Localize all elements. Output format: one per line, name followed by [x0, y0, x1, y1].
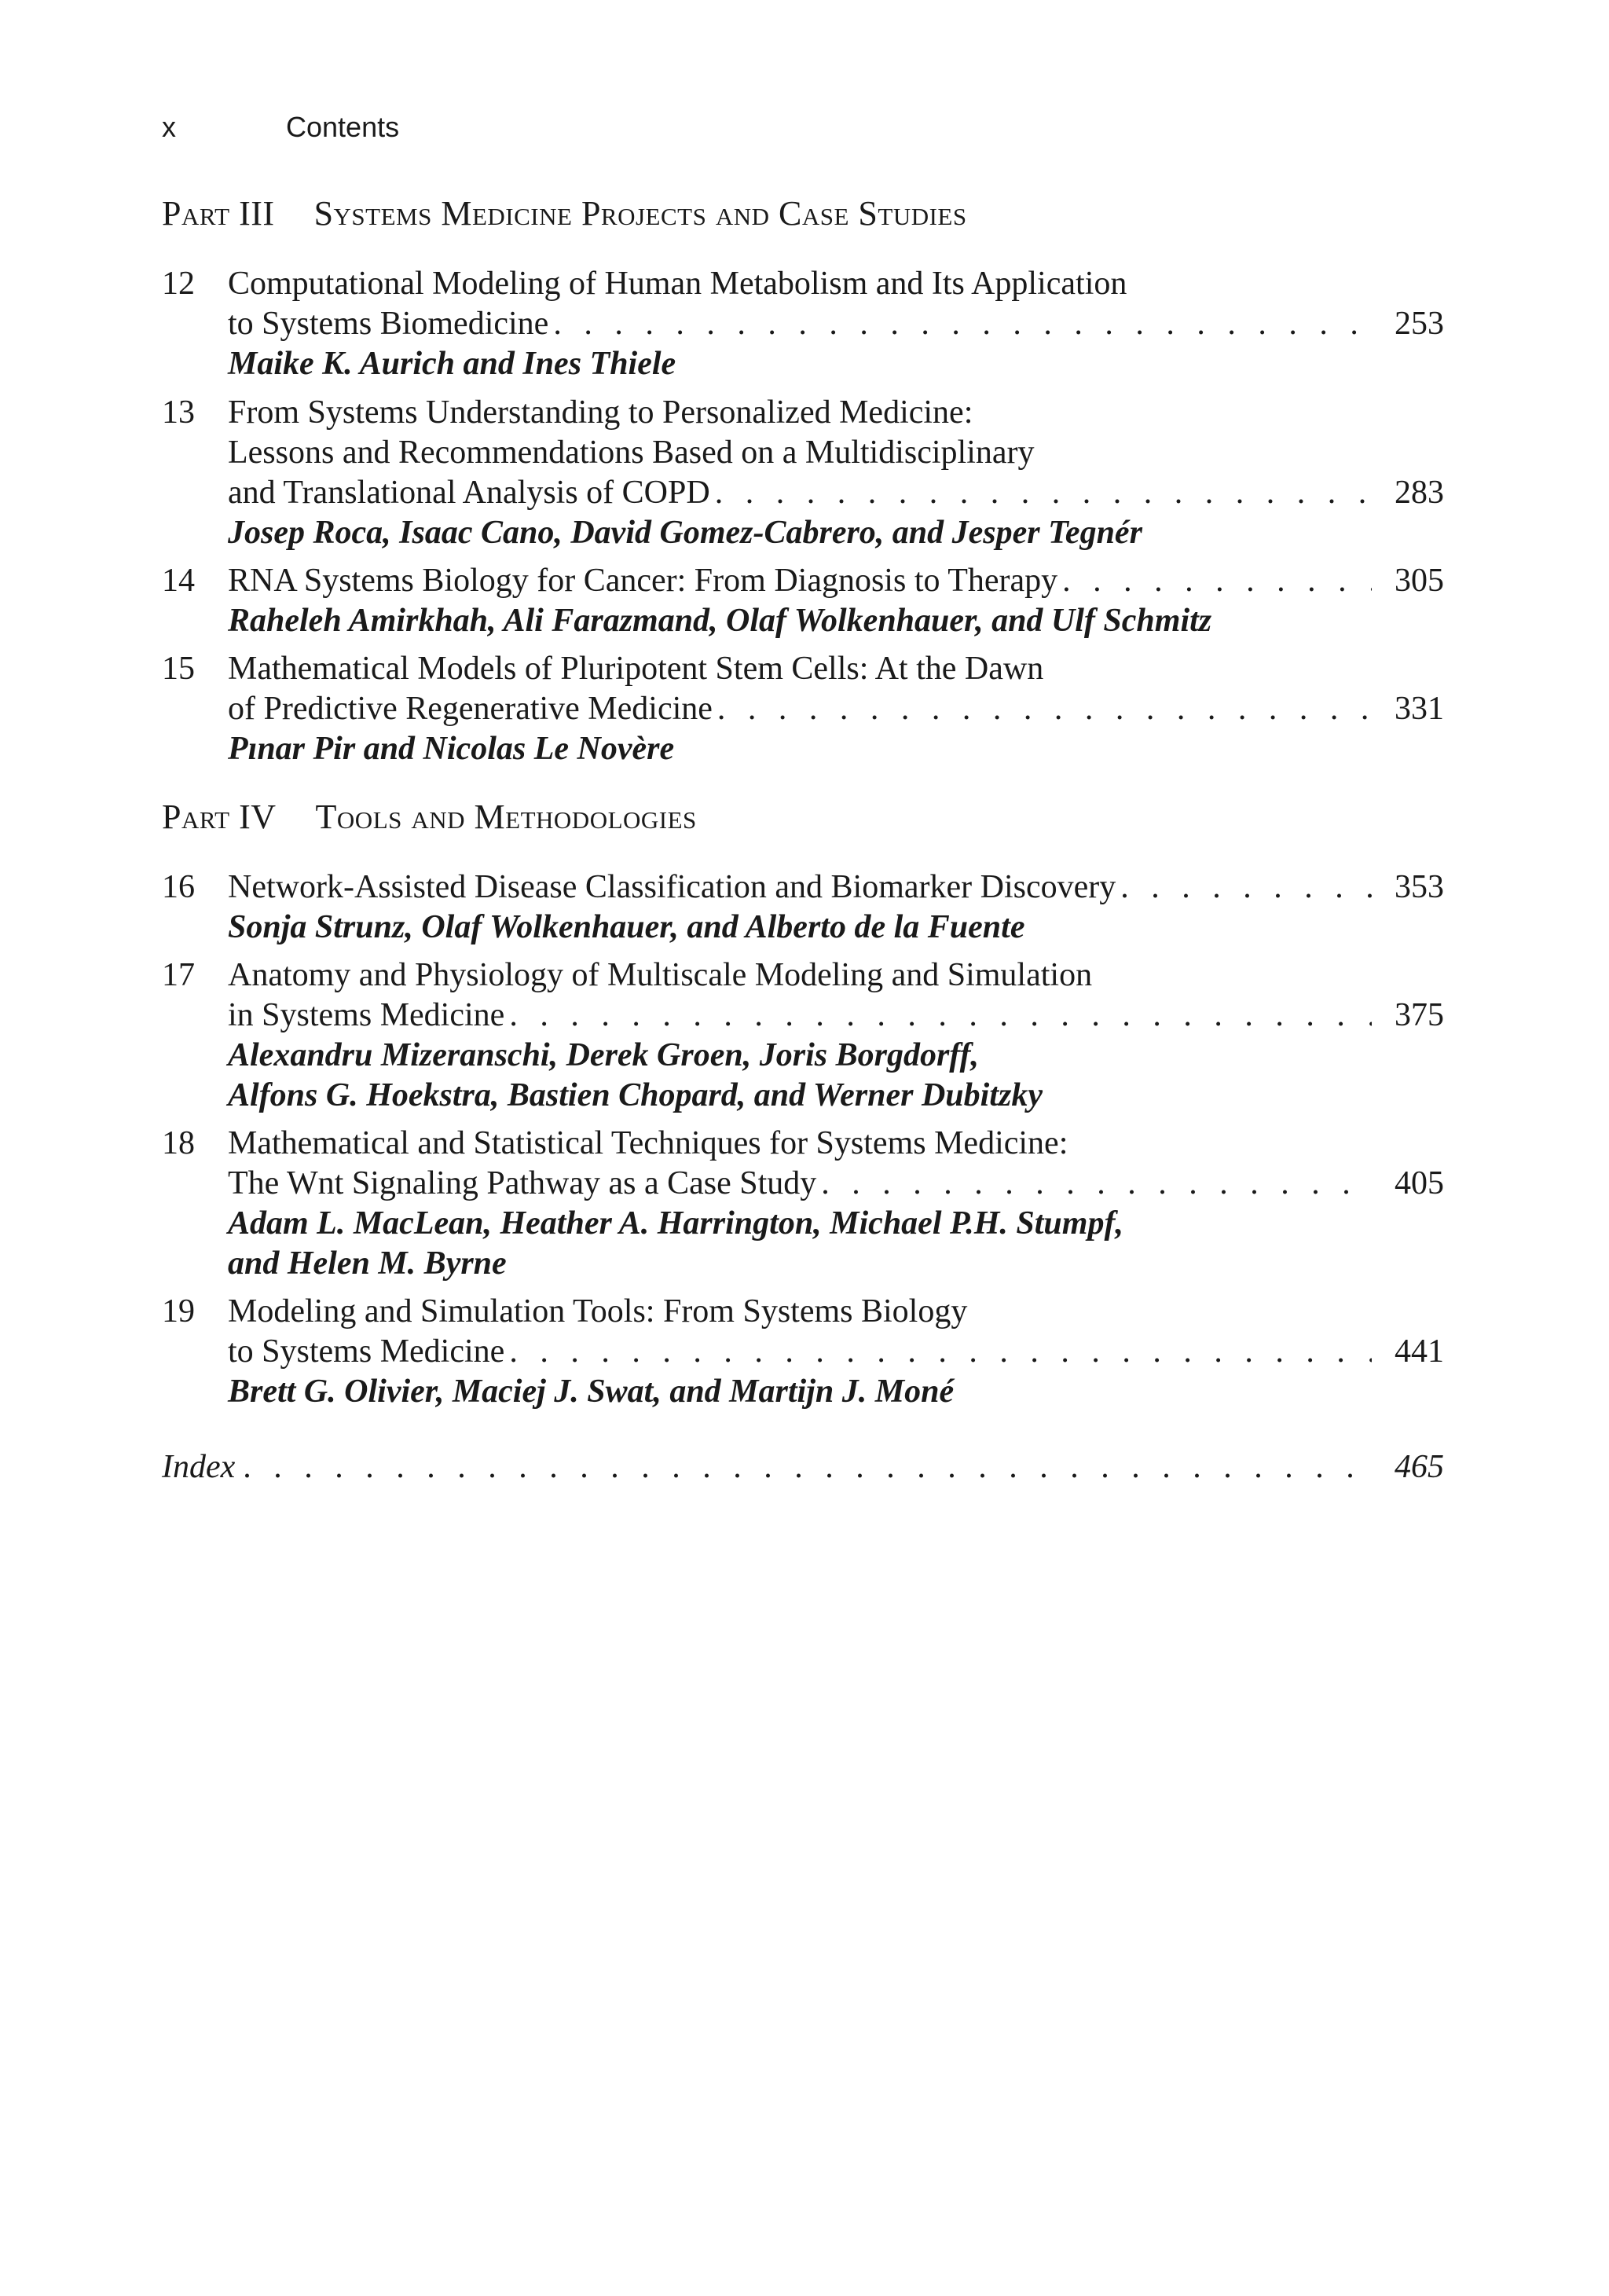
chapter-number: 18	[162, 1125, 195, 1161]
chapter-title-line: to Systems Medicine	[228, 1333, 505, 1370]
chapter-title-final-line	[228, 1332, 1444, 1372]
chapter-title-final-line	[228, 473, 1444, 513]
chapter-number: 19	[162, 1293, 195, 1330]
chapter-title-line: Mathematical and Statistical Techniques for Systems Medicine:	[228, 1125, 1068, 1161]
chapter-number: 17	[162, 957, 195, 993]
toc-entry-chapter-18[interactable]	[162, 1124, 1444, 1284]
dot-leader	[717, 689, 1372, 729]
page-number: 375	[1395, 997, 1444, 1033]
part-label: Part IV	[162, 798, 277, 836]
chapter-number: 13	[162, 394, 195, 431]
running-head-title: Contents	[286, 111, 400, 143]
part-title: Tools and Methodologies	[315, 798, 697, 836]
toc-entry-chapter-15[interactable]	[162, 649, 1444, 769]
dot-leader	[821, 1164, 1372, 1204]
page-number: 465	[1395, 1449, 1444, 1485]
running-head	[162, 110, 399, 145]
chapter-title-line: Lessons and Recommendations Based on a Multidisciplinary	[228, 435, 1035, 471]
chapter-title-line: RNA Systems Biology for Cancer: From Diagnosis to Therapy	[228, 563, 1058, 599]
chapter-title-final-line	[228, 996, 1444, 1036]
toc-entry-chapter-19[interactable]	[162, 1292, 1444, 1412]
chapter-title-final-line	[228, 867, 1444, 908]
chapter-authors: Adam L. MacLean, Heather A. Harrington, Michael P.H. Stumpf,	[228, 1205, 1123, 1242]
page-folio: x	[162, 111, 176, 143]
chapter-title-line: and Translational Analysis of COPD	[228, 475, 710, 511]
chapter-title-final-line	[228, 1164, 1444, 1204]
chapter-title-final-line	[228, 561, 1444, 601]
part-label: Part III	[162, 194, 275, 233]
dot-leader	[715, 473, 1372, 513]
toc-entry-index[interactable]	[162, 1447, 1444, 1487]
chapter-number: 15	[162, 651, 195, 687]
chapter-authors: Alfons G. Hoekstra, Bastien Chopard, and Werner Dubitzky	[228, 1077, 1043, 1113]
chapter-title-line: Computational Modeling of Human Metabolism and Its Application	[228, 266, 1127, 302]
toc-entry-chapter-16[interactable]	[162, 867, 1444, 948]
dot-leader	[243, 1447, 1372, 1487]
toc-entry-chapter-14[interactable]	[162, 561, 1444, 641]
chapter-number: 12	[162, 266, 195, 302]
toc-entry-chapter-13[interactable]	[162, 393, 1444, 553]
page-number: 353	[1395, 869, 1444, 905]
dot-leader	[1120, 867, 1372, 908]
toc-entry-chapter-17[interactable]	[162, 955, 1444, 1116]
chapter-title-line: The Wnt Signaling Pathway as a Case Study	[228, 1165, 817, 1201]
chapter-authors: Alexandru Mizeranschi, Derek Groen, Joris Borgdorff,	[228, 1037, 980, 1073]
part-heading-4	[162, 795, 697, 839]
chapter-authors: Josep Roca, Isaac Cano, David Gomez-Cabrero, and Jesper Tegnér	[228, 515, 1142, 551]
page-number: 305	[1395, 563, 1444, 599]
page-number: 253	[1395, 306, 1444, 342]
chapter-title-line: Network-Assisted Disease Classification and Biomarker Discovery	[228, 869, 1116, 905]
index-label: Index	[162, 1449, 236, 1485]
dot-leader	[1062, 561, 1372, 601]
page-number: 441	[1395, 1333, 1444, 1370]
chapter-title-line: to Systems Biomedicine	[228, 306, 549, 342]
chapter-authors: Raheleh Amirkhah, Ali Farazmand, Olaf Wolkenhauer, and Ulf Schmitz	[228, 603, 1212, 639]
chapter-title-final-line	[228, 304, 1444, 344]
chapter-title-line: Modeling and Simulation Tools: From Systems Biology	[228, 1293, 968, 1330]
chapter-title-line: From Systems Understanding to Personalized Medicine:	[228, 394, 973, 431]
page-number: 331	[1395, 691, 1444, 727]
chapter-title-line: Anatomy and Physiology of Multiscale Modeling and Simulation	[228, 957, 1093, 993]
chapter-authors: Brett G. Olivier, Maciej J. Swat, and Martijn J. Moné	[228, 1374, 955, 1410]
chapter-title-final-line	[228, 689, 1444, 729]
dot-leader	[509, 996, 1372, 1036]
part-heading-3	[162, 192, 967, 236]
dot-leader	[509, 1332, 1372, 1372]
chapter-title-line: Mathematical Models of Pluripotent Stem Cells: At the Dawn	[228, 651, 1044, 687]
chapter-number: 14	[162, 563, 195, 599]
chapter-authors: and Helen M. Byrne	[228, 1245, 507, 1282]
dot-leader	[553, 304, 1372, 344]
chapter-authors: Pınar Pir and Nicolas Le Novère	[228, 731, 675, 767]
toc-entry-chapter-12[interactable]	[162, 264, 1444, 384]
chapter-title-line: of Predictive Regenerative Medicine	[228, 691, 713, 727]
page-number: 405	[1395, 1165, 1444, 1201]
chapter-title-line: in Systems Medicine	[228, 997, 505, 1033]
chapter-authors: Maike K. Aurich and Ines Thiele	[228, 346, 676, 382]
page-number: 283	[1395, 475, 1444, 511]
part-title: Systems Medicine Projects and Case Studies	[313, 194, 967, 233]
chapter-number: 16	[162, 869, 195, 905]
chapter-authors: Sonja Strunz, Olaf Wolkenhauer, and Alberto de la Fuente	[228, 909, 1025, 945]
